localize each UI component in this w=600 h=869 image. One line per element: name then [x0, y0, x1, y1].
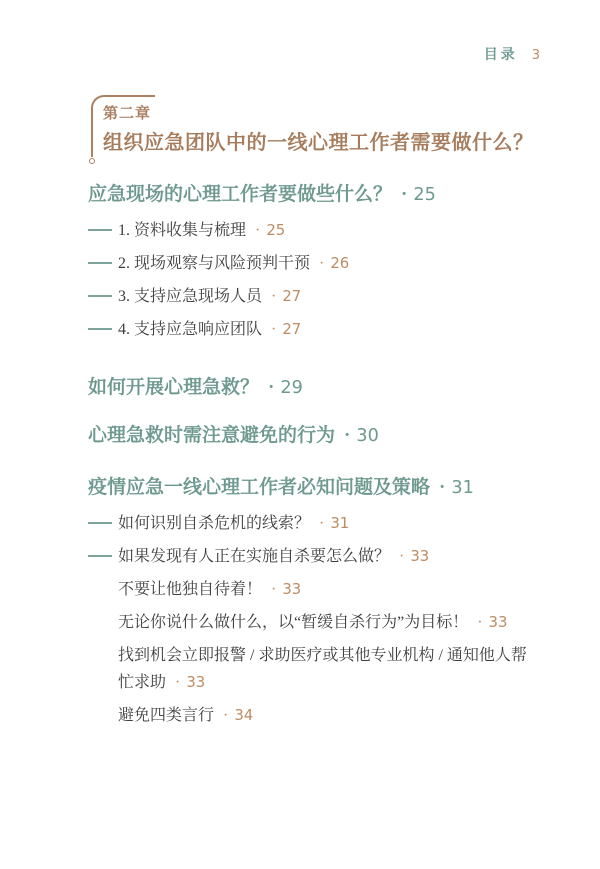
dash-bullet: [88, 295, 112, 297]
toc-section-heading: [88, 182, 540, 208]
entry-page-number: 26: [330, 254, 350, 272]
toc-group: [88, 475, 540, 729]
entry-title: 4. 支持应急响应团队: [118, 321, 263, 338]
chapter-title: 组织应急团队中的一线心理工作者需要做什么？: [103, 132, 534, 154]
entry-page-number: 27: [282, 287, 302, 305]
toc-entry: [88, 510, 540, 537]
entry-page-number: 33: [488, 613, 508, 631]
section-page-number: 31: [451, 478, 474, 498]
dot-separator: ·: [271, 321, 277, 338]
dot-separator: ·: [271, 288, 277, 305]
toc-entry: [88, 576, 540, 603]
toc-item-list: [88, 510, 540, 729]
entry-title: 无论你说什么做什么，以“暂缓自杀行为”为目标！: [118, 614, 469, 631]
page-header: [88, 46, 540, 66]
dot-separator: ·: [255, 222, 261, 239]
toc-header-label: 目录: [483, 48, 518, 63]
header-page-number: 3: [531, 48, 540, 63]
toc-entry: [88, 543, 540, 570]
toc-group: [88, 375, 540, 401]
toc-entry: [88, 702, 540, 729]
entry-title: 2. 现场观察与风险预判干预: [118, 255, 311, 272]
toc-entry: [88, 642, 540, 696]
entry-title: 如何识别自杀危机的线索？: [118, 515, 311, 532]
dot-separator: ·: [268, 377, 275, 398]
dash-bullet: [88, 328, 112, 330]
entry-title: 不要让他独自待着！: [118, 581, 263, 598]
entry-page-number: 25: [266, 221, 286, 239]
section-title: 心理急救时需注意避免的行为: [88, 425, 336, 446]
toc-section-heading: [88, 375, 540, 401]
section-title: 应急现场的心理工作者要做些什么？: [88, 184, 393, 205]
entry-page-number: 34: [234, 706, 254, 724]
toc-section-heading: [88, 475, 540, 501]
corner-border-decoration: [91, 95, 155, 157]
entry-page-number: 33: [410, 547, 430, 565]
dash-bullet: [88, 262, 112, 264]
dot-separator: ·: [344, 425, 351, 446]
entry-title: 避免四类言行: [118, 707, 215, 724]
dash-bullet: [88, 229, 112, 231]
dot-separator: ·: [399, 548, 405, 565]
toc-group: [88, 182, 540, 343]
chapter-number: 第二章: [103, 106, 152, 122]
dot-separator: ·: [439, 477, 446, 498]
toc-entry: [88, 609, 540, 636]
toc-group: [88, 423, 540, 449]
entry-title: 找到机会立即报警 / 求助医疗或其他专业机构 / 通知他人帮忙求助: [118, 647, 527, 691]
entry-title: 1. 资料收集与梳理: [118, 222, 247, 239]
section-page-number: 30: [356, 426, 379, 446]
toc-entry: [88, 217, 540, 244]
chapter-heading-block: [91, 95, 540, 157]
toc-item-list: [88, 217, 540, 343]
section-page-number: 29: [280, 378, 303, 398]
toc-section-heading: [88, 423, 540, 449]
dot-separator: ·: [319, 255, 325, 272]
toc-entry: [88, 283, 540, 310]
entry-page-number: 27: [282, 320, 302, 338]
dot-separator: ·: [223, 707, 229, 724]
entry-page-number: 33: [282, 580, 302, 598]
section-page-number: 25: [413, 185, 436, 205]
toc-entry: [88, 250, 540, 277]
dash-bullet: [88, 555, 112, 557]
dot-separator: ·: [271, 581, 277, 598]
toc-groups: [88, 182, 540, 729]
entry-title: 如果发现有人正在实施自杀要怎么做？: [118, 548, 391, 565]
entry-page-number: 33: [186, 673, 206, 691]
dash-bullet: [88, 522, 112, 524]
entry-page-number: 31: [330, 514, 350, 532]
section-title: 疫情应急一线心理工作者必知问题及策略: [88, 477, 431, 498]
dot-separator: ·: [319, 515, 325, 532]
entry-title: 3. 支持应急现场人员: [118, 288, 263, 305]
dot-separator: ·: [477, 614, 483, 631]
decoration-dot: [89, 158, 95, 164]
dot-separator: ·: [175, 674, 181, 691]
dot-separator: ·: [401, 184, 408, 205]
toc-entry: [88, 316, 540, 343]
section-title: 如何开展心理急救？: [88, 377, 260, 398]
